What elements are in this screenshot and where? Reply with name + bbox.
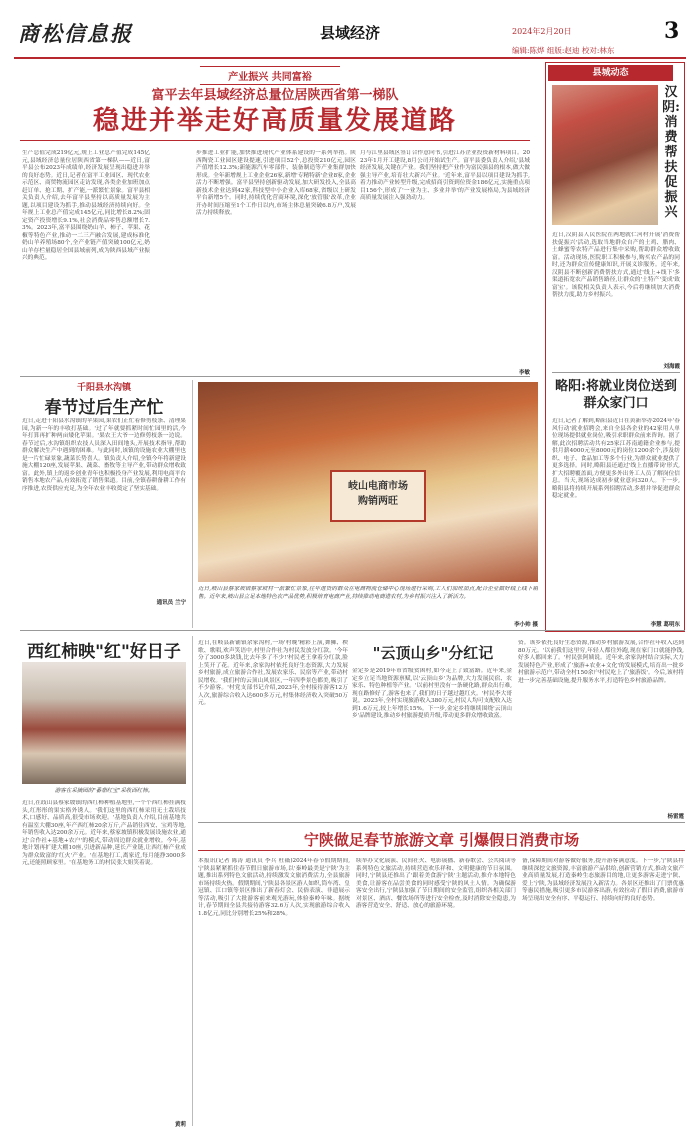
- ecommerce-author: 李小帅 摄: [514, 622, 538, 628]
- tomato-title: 西红柿映"红"好日子: [27, 642, 181, 662]
- tomato-photo: [22, 662, 186, 784]
- ningshan-col2: 续举办文化展演、民间社火、电影展播、新春歌会、公共阅读等系列特色文旅活动,持续营造欢乐祥和、文明健康的节日氛围。同时,宁陕县还推出了'跟着美食游宁陕'主题活动,推介本地特色美食,让游客在品尝美食的同时感受宁陕的风土人情。为确保游客安全出行,宁陕县加强了节日期间的安全监管,组织各相关部门对景区、酒店、餐饮场所等进行安全检查,及时消除安全隐患,为游客营造安全、舒适、放心的旅游环境。: [356, 858, 516, 909]
- main-story-col2: 步推进工业扩能,加快推进现代产业体系建设的一系列举措。陕西陶瓷工业园区建设提速,引进项目52个,总投资210亿元,园区产值增长12.3%;新能源汽车零部件、装备制造等产业集群加快形成。全年新增规上工业企业26家,新增'专精特新'企业8家,企业活力不断增强。富平县坚持创新驱动发展,加大研发投入,全县高新技术企业达到42家,科技型中小企业入库68家,省级以上研发平台新增5个。同时,持续优化营商环境,深化'放管服'改革,企业开办时间压缩至1个工作日以内,市场主体总量突破6.8万户,发展活力持续释放。: [196, 150, 356, 216]
- page-number: 3: [664, 18, 680, 44]
- tomato-body: 近日,在歧山县蔡家坡镇的西红柿种植基地里,一个个西红柿挂满枝头,红彤彤的果实格外诱人。'我们这里的西红柿采用无土栽培技术,口感好、品质高,很受市场欢迎。'基地负责人介绍,目前基地共有温室大棚30座,年产西红柿20余万斤,产品销往西安、宝鸡等地,年销售收入达200余万元。近年来,蔡家坡镇积极发展设施农业,通过'合作社+基地+农户'的模式,带动周边群众就业增收。今年,基地计划再扩建大棚10座,引进新品种,延长产业链,让西红柿产业成为群众致富的'红火'产业。'在基地打工,离家近,每月能挣3000多元,还能照顾家里。'在基地务工的村民张大姐笑着说。: [22, 800, 186, 866]
- issue-date: 2024年2月20日: [512, 27, 572, 36]
- sidebar-header: 县城动态: [548, 65, 673, 81]
- headline-rule: [20, 140, 530, 141]
- yunding-author: 杨雷霆: [667, 814, 684, 820]
- market-sign-line2: 购销两旺: [358, 496, 398, 507]
- market-sign: [330, 470, 426, 522]
- sidebar-story2-author: 李慧 葛明东: [650, 622, 680, 628]
- ningshan-title: 宁陕做足春节旅游文章 引爆假日消费市场: [303, 831, 580, 849]
- sidebar-story2-body: 近日,记者了解到,略阳县近日在黄新举办2024年'春风行动'就业招聘会,来自全县各企业的42家用人单位现场提供就业岗位,吸引求职群众前来咨询。据了解,此次招聘活动共有25家江苏南通籍企业参与,提供月薪4000元至8000元的岗位1200余个,涉及纺织、电子、食品加工等多个行业,为群众就业提供了更多选择。同时,略阳县还通过'线上直播带岗'形式,扩大招聘覆盖面,方便更多外出务工人员了解岗位信息。当天,现场达成初步就业意向320人。下一步,略阳县将持续开展系列招聘活动,多措并举促进群众稳定就业。: [552, 418, 680, 499]
- sidebar-story1-author: 刘海霞: [663, 364, 680, 370]
- yunding-col2: 金定乡是2019年市省级贫困村,如今走上了致富路。近年来,金定乡立足当地资源禀赋,以'云顶山乡'为品牌,大力发展民宿、农家乐、特色种植等产业。'以前村里没有一条硬化路,群众出行难,现在路修好了,游客也来了,我们的日子越过越红火。'村民李大哥说。2023年,全村实现旅游收入380万元,村民人均可支配收入达到1.6万元,较上年增长15%。下一步,金定乡将继续围绕'云顶山乡'品牌建设,推动乡村旅游提质升级,带动更多群众增收致富。: [352, 668, 512, 719]
- sidebar-divider: [552, 372, 680, 373]
- section-divider: [20, 376, 530, 377]
- yunding-col1: 近日,在岐县新铺镇余家沟村,一场'村晚'精彩上演,舞狮、秧歌、歌唱,欢声笑语中,村里合作社为村民发放分红款。'今年分了3000多块钱,比去年多了不少!'村民老王拿着分红款,脸上笑开了花。近年来,余家沟村依托良好生态资源,大力发展乡村旅游,成立旅游合作社,发展农家乐、民宿等产业,带动村民增收。'我们村的云顶山风景区,一年四季景色都美,吸引了不少游客。'村党支部书记介绍,2023年,全村接待游客12万人次,旅游综合收入达600多万元,村集体经济收入突破50万元。: [198, 640, 348, 706]
- section-divider-2: [20, 630, 685, 631]
- sidebar-story1-body: 近日,汉阴县人民医院在两地就仁河村开展'消费帮扶促振兴'活动,选取当地群众自产的土鸡、腊肉、土蜂蜜等农特产品进行集中采购,帮助群众增收致富。活动现场,医院职工积极参与,购买农产品的同时,还为群众宣传健康知识,开展义诊服务。近年来,汉阴县不断创新消费帮扶方式,通过'线上+线下'多渠道拓宽农产品销售路径,让群众的'土特产'变成'致富宝'。该院相关负责人表示,今后将继续加大消费帮扶力度,助力乡村振兴。: [552, 232, 680, 298]
- tomato-caption: 游客在采摘园的"番茄红宝"采收西红柿。: [54, 788, 154, 794]
- masthead-rule: [14, 57, 686, 59]
- story-tag: 产业振兴 共同富裕: [200, 66, 340, 85]
- sidebar-photo-1: [552, 85, 658, 225]
- editor-credits: 编辑:陈烨 组版:赵迪 校对:林东: [512, 46, 615, 55]
- qianyang-author: 通讯员 兰宁: [156, 600, 186, 606]
- qianyang-kicker: 千阳县水沟镇: [76, 383, 131, 393]
- ningshan-col3: 备,保障期间对游客做好服务,提升游客满意度。下一步,宁陕县将继续深挖文旅资源,丰富旅游产品供给,创新营销方式,推动文旅产业高质量发展,打造秦岭生态旅游目的地,让更多游客走进宁陕、爱上宁陕,为县域经济发展注入新活力。各景区还推出了门票优惠等惠民措施,吸引更多市民游客出游,有效拉动了假日消费,旅游市场呈现出安全有序、平稳运行、持续向好的良好态势。: [522, 858, 684, 902]
- yunding-col3: 资。该乡依托良好生态资源,推动乡村旅游发展,合作社年收入达到80万元。'以前我们这里穷,年轻人都往外跑,现在家门口就能挣钱,好多人都回来了。'村民张阿姨说。近年来,余家沟村结合实际,大力发展特色产业,形成了'旅游+农业+文化'的发展模式,培育出一批乡村旅游示范户,带动全村150余户村民吃上了'旅游饭'。今后,该村将进一步完善基础设施,提升服务水平,打造特色乡村旅游品牌。: [518, 640, 684, 684]
- main-story-author: 李敏: [518, 370, 530, 376]
- main-story-col3: 月与江里县域区签订合作意向书,引进江苏企业投资新材料项目。2023年1月开工建设,8月公司开始试生产。富平县委负责人介绍,'县域经济发展,关键在产业。我们坚持把产业作为富民强县的根本,做大做强主导产业,培育壮大新兴产业。'近年来,富平县以项目建设为抓手,着力推动产业转型升级,完成招商引资到位资金186亿元,实施重点项目156个,形成了'一业为主、多业并举'的产业发展格局,为县域经济高质量发展注入强劲动力。: [360, 150, 530, 201]
- qianyang-title: 春节过后生产忙: [44, 398, 164, 418]
- ningshan-col1: 本报讯(记者 陈涛 通讯员 李兵 杜薇)2024年春节假期期间,宁陕县紧紧抓住春节假日旅游市场,以'秦岭最美是宁陕'为主题,推出系列特色文旅活动,持续激发文旅消费活力,全县旅游市场持续火热。假期期间,宁陕县各景区游人如织,筒车湾、皇冠镇、江口镇等景区推出了新春灯会、民俗表演、非遗展示等活动,吸引了大批游客前来观光游玩,体验秦岭年味。据统计,春节期间全县共接待游客32.6万人次,实现旅游综合收入1.8亿元,同比分别增长25%和28%。: [198, 858, 350, 917]
- qianyang-body: 近日,走进千阳县水沟镇的苹果园,果农们正忙着修剪枝条、清理果园,为新一年的丰收打基础。'过了年就要抓紧时间忙园里的活,今年打算再扩种两亩矮化苹果。'果农王大爷一边修剪枝条一边说。春节过后,水沟镇组织农技人员深入田间地头,开展技术指导,帮助群众解决生产中遇到的困难。与此同时,该镇的设施农业大棚里也是一片忙碌景象,蔬菜长势喜人。镇负责人介绍,全镇今年将新建设施大棚120座,发展苹果、蔬菜、畜牧等主导产业,带动群众增收致富。此外,镇上的返乡创业青年也积极投身产业发展,利用电商平台销售本地农产品,有效拓宽了销售渠道。目前,全镇春耕备耕工作有序推进,农资供应充足,为全年农业丰收奠定了坚实基础。: [22, 418, 186, 492]
- column-divider: [192, 380, 193, 628]
- market-sign-line1: 岐山电商市场: [348, 481, 408, 492]
- main-story-col1: 生产总值完成219亿元,规上工业总产值完成145亿元,县域经济总量位居陕西省第一梯队——近日,富平县公布2023年成绩单,经济发展呈现出稳进并举的良好态势。近日,记者在富平工业园区、现代农业示范区、商贸物流园区走访发现,各类企业加班加点赶订单、抢工期、扩产能,一派繁忙景象。富平县相关负责人介绍,去年富平县坚持以高质量发展为主题,以项目建设为抓手,推动县域经济持续向好。全年规上工业总产值完成145亿元,同比增长8.2%;固定资产投资增长9.1%,社会消费品零售总额增长7.3%。2023年,富平县围绕奶山羊、柿子、苹果、花椒等特色产业,推动一二三产融合发展,建成标准化奶山羊养殖场80个,全产业链产值突破100亿元,奶山羊存栏量稳居全国县域前列,成为陕西县域产业振兴的典范。: [22, 150, 150, 261]
- story-headline: 稳进并举走好高质量发展道路: [92, 106, 457, 136]
- sidebar-story1-title: 汉阴:消费帮扶促振兴: [662, 85, 680, 220]
- newspaper-logo: 商松信息报: [18, 21, 133, 46]
- story-subtitle: 富平去年县域经济总量位居陕西省第一梯队: [151, 88, 399, 103]
- ningshan-title-rule: [198, 850, 685, 851]
- ecommerce-caption: 近日,岐山县蔡家坡镇蔡家坡村一派繁忙景象,往年进货的群众在电商物流仓储中心现场进行采购,工人们加班加点,配合企业做好线上线下销售。近年来,岐山县立足本地特色农产品优势,积极培育电商产业,持续推动电商进农村,为乡村振兴注入了新活力。: [198, 586, 538, 600]
- yunding-title: "云顶山乡"分红记: [372, 644, 494, 662]
- section-divider-3: [198, 822, 685, 823]
- sidebar-story2-title: 略阳:将就业岗位送到群众家门口: [555, 379, 677, 411]
- section-title: 县域经济: [319, 24, 380, 42]
- tomato-author: 黄莉: [174, 1122, 186, 1128]
- column-divider-2: [192, 636, 193, 1126]
